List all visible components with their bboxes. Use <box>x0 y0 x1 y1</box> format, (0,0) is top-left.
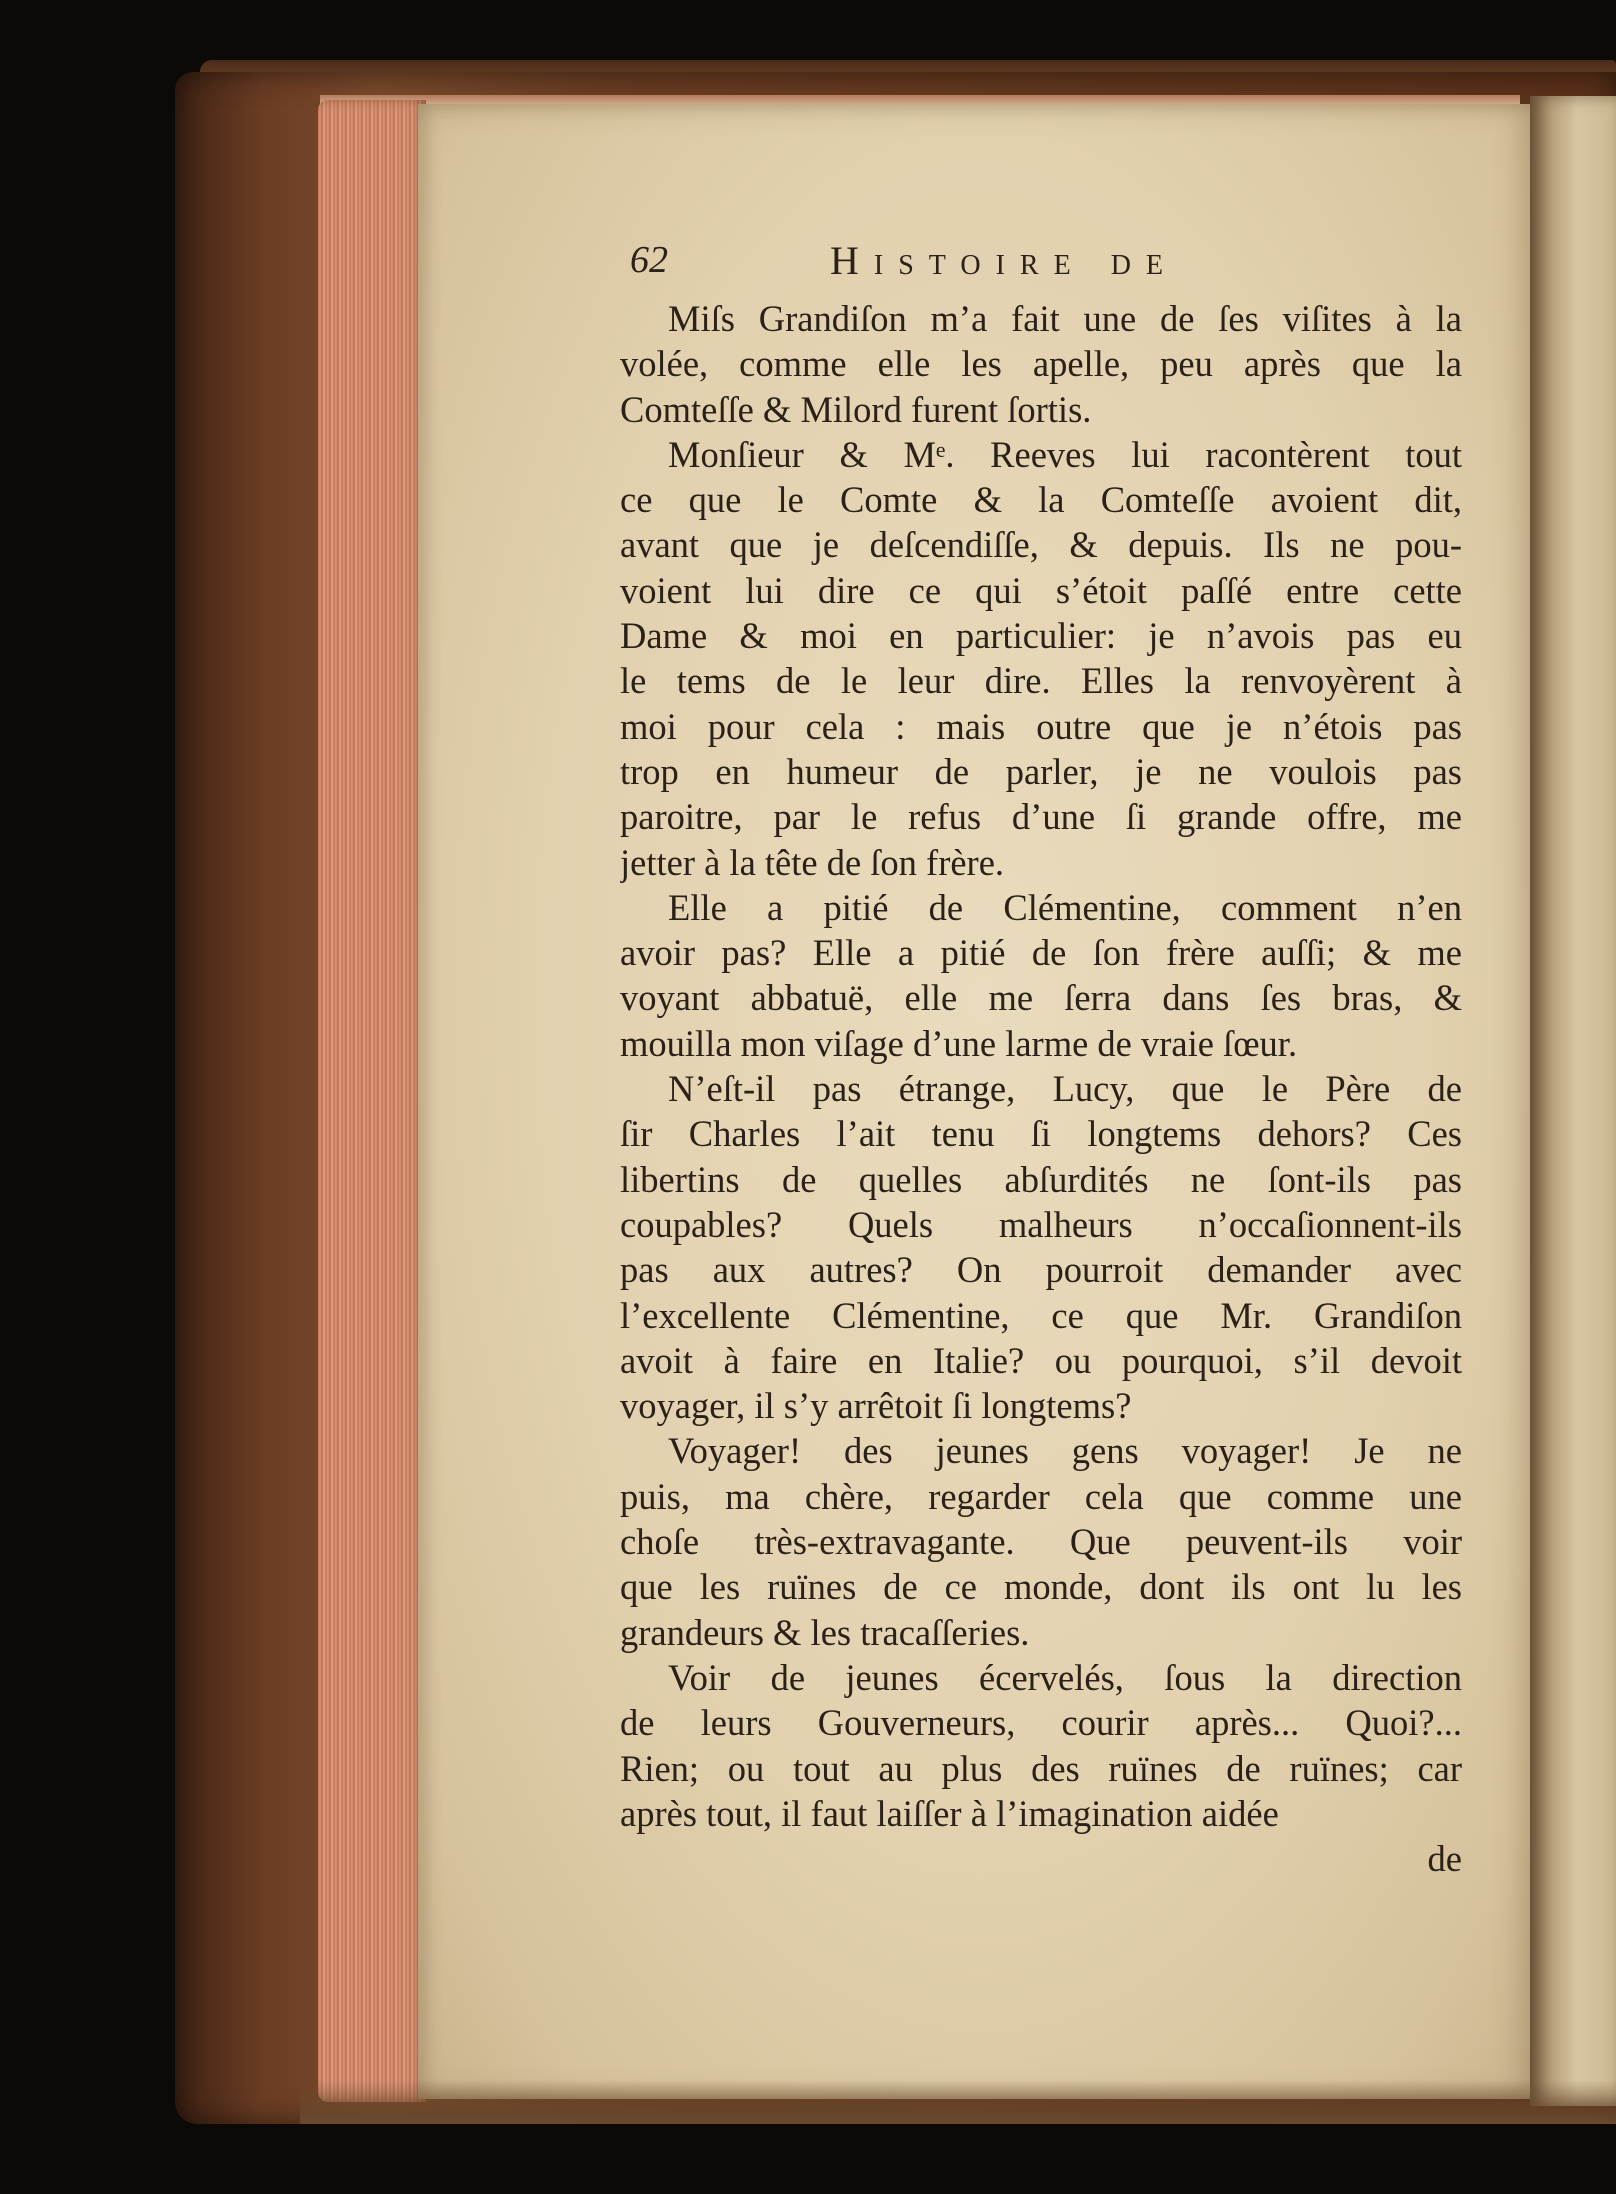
text-line: Voir de jeunes écervelés, ſous la direction <box>668 1656 1462 1698</box>
body-text <box>620 296 1462 1836</box>
paragraph <box>620 1655 1462 1836</box>
text-line: mouilla mon viſage d’une larme de vraie ſœur. <box>620 1022 1298 1064</box>
text-line: paroitre, par le refus d’une ſi grande offre, me <box>620 796 1462 838</box>
text-line: pas aux autres? On pourroit demander avec <box>620 1249 1462 1291</box>
bottom-shadow <box>300 2080 1616 2124</box>
text-line: coupables? Quels malheurs n’occaſionnent-ils <box>620 1203 1462 1245</box>
text-line: Miſs Grandiſon m’a fait une de ſes viſites à la <box>668 298 1462 339</box>
text-line: avoir pas? Elle a pitié de ſon frère auſſi; & me <box>620 932 1462 974</box>
text-line: libertins de quelles abſurdités ne ſont-ils pas <box>620 1158 1462 1200</box>
text-line: jetter à la tête de ſon frère. <box>620 841 1005 883</box>
text-line: que les ruïnes de ce monde, dont ils ont lu les <box>620 1566 1462 1608</box>
text-line: ſir Charles l’ait tenu ſi longtems dehors? Ces <box>620 1113 1462 1155</box>
text-line: moi pour cela : mais outre que je n’étois pas <box>620 705 1462 747</box>
text-line: après tout, il faut laiſſer à l’imagination aidée <box>620 1792 1279 1834</box>
page-edge-stack <box>318 100 426 2102</box>
page-number: 62 <box>630 239 668 281</box>
paragraph <box>620 885 1462 1066</box>
text-line: Voyager! des jeunes gens voyager! Je ne <box>668 1430 1462 1472</box>
text-line: Monſieur & Mᵉ. Reeves lui racontèrent tout <box>668 433 1462 475</box>
text-line: voyager, il s’y arrêtoit ſi longtems? <box>620 1385 1132 1427</box>
paragraph <box>620 296 1462 432</box>
running-head <box>620 238 1462 296</box>
text-line: l’excellente Clémentine, ce que Mr. Grandiſon <box>620 1294 1462 1336</box>
text-line: voyant abbatuë, elle me ſerra dans ſes bras, & <box>620 977 1462 1019</box>
page-text-block <box>620 238 1462 1881</box>
text-line: volée, comme elle les apelle, peu après que la <box>620 343 1462 385</box>
text-line: Elle a pitié de Clémentine, comment n’en <box>668 886 1462 928</box>
text-line: avoit à faire en Italie? ou pourquoi, s’il devoit <box>620 1339 1462 1381</box>
text-line: ce que le Comte & la Comteſſe avoient dit, <box>620 479 1462 521</box>
text-line: grandeurs & les tracaſſeries. <box>620 1611 1030 1653</box>
text-line: de leurs Gouverneurs, courir après... Quoi?... <box>620 1702 1462 1744</box>
running-title: Histoire de <box>830 238 1179 283</box>
text-line: puis, ma chère, regarder cela que comme une <box>620 1475 1462 1517</box>
paragraph <box>620 432 1462 885</box>
text-line: trop en humeur de parler, je ne voulois pas <box>620 750 1462 792</box>
text-line: avant que je deſcendiſſe, & depuis. Ils ne pou- <box>620 524 1462 566</box>
text-line: choſe très-extravagante. Que peuvent-ils voir <box>620 1521 1462 1563</box>
paragraph <box>620 1428 1462 1654</box>
catchword: de <box>1427 1838 1462 1880</box>
text-line: Dame & moi en particulier: je n’avois pas eu <box>620 615 1462 657</box>
facing-page-gutter <box>1530 96 1616 2106</box>
text-line: Comteſſe & Milord furent ſortis. <box>620 388 1092 430</box>
paragraph <box>620 1066 1462 1428</box>
text-line: N’eſt-il pas étrange, Lucy, que le Père de <box>668 1068 1462 1110</box>
text-line: voient lui dire ce qui s’étoit paſſé entre cette <box>620 569 1462 611</box>
text-line: Rien; ou tout au plus des ruïnes de ruïnes; car <box>620 1747 1462 1789</box>
text-line: le tems de le leur dire. Elles la renvoyèrent à <box>620 660 1462 702</box>
